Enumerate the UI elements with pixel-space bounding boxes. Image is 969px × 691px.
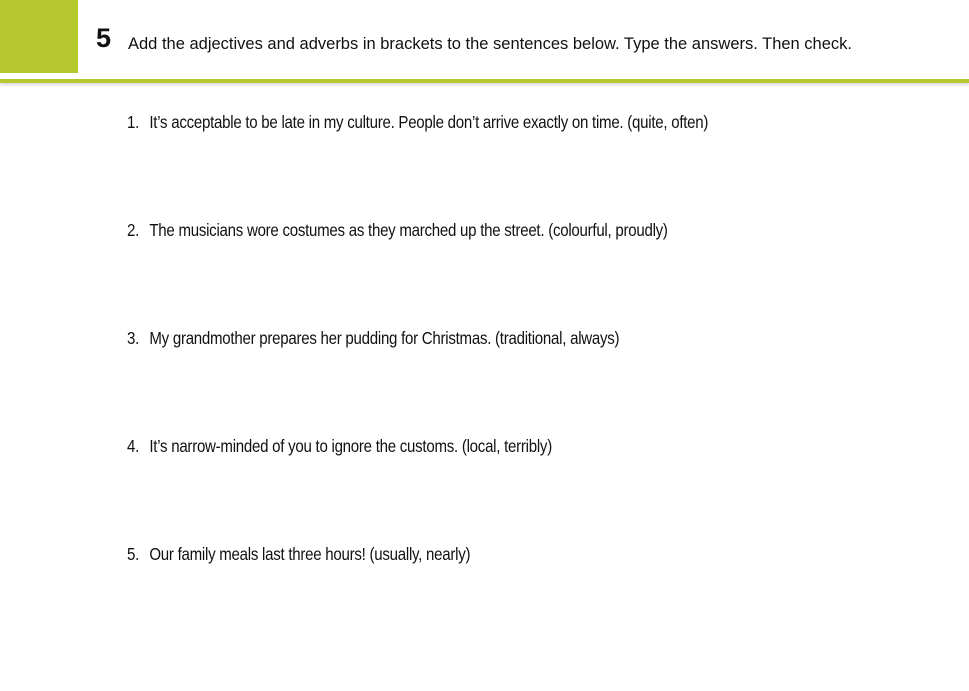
sentence-item-1 [127, 110, 708, 218]
item-text: It’s narrow-minded of you to ignore the customs. (local, terribly) [149, 436, 552, 456]
item-number: 5. [127, 544, 140, 564]
item-number: 4. [127, 436, 140, 456]
header-divider [0, 79, 969, 83]
item-text: The musicians wore costumes as they marched up the street. (colourful, proudly) [149, 220, 668, 240]
sentence-item-2 [127, 218, 708, 326]
item-text: Our family meals last three hours! (usually, nearly) [149, 544, 471, 564]
accent-block [0, 0, 78, 73]
item-text: It’s acceptable to be late in my culture. People don’t arrive exactly on time. (quite, often) [149, 112, 709, 132]
item-number: 2. [127, 220, 140, 240]
sentence-list [127, 110, 803, 650]
sentence-item-4 [127, 434, 708, 542]
item-number: 1. [127, 112, 140, 132]
sentence-item-3 [127, 326, 708, 434]
sentence-item-5 [127, 542, 708, 650]
item-text: My grandmother prepares her pudding for Christmas. (traditional, always) [149, 328, 620, 348]
exercise-instruction: Add the adjectives and adverbs in brackets to the sentences below. Type the answers. Then check. [128, 35, 852, 53]
exercise-header [0, 0, 969, 80]
item-number: 3. [127, 328, 140, 348]
exercise-number: 5 [96, 23, 112, 53]
